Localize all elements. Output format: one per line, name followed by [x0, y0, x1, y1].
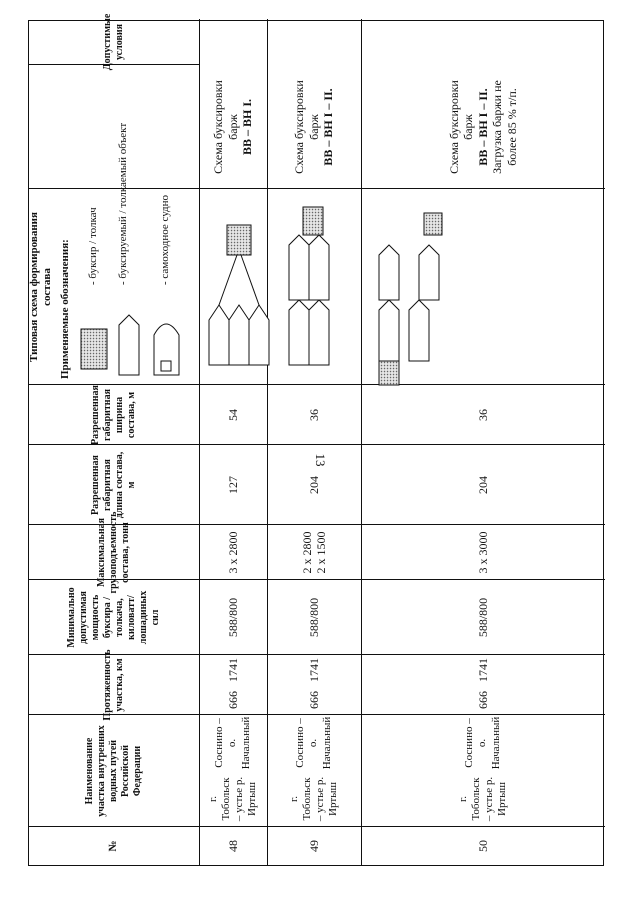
- row50-barge-group: [379, 213, 442, 385]
- row48-barge-group: [209, 225, 269, 365]
- row48-capacity: 3 x 2800: [225, 531, 240, 574]
- row50-allowed-width: 36: [475, 409, 490, 421]
- row49-conditions-bold: ВВ – ВН I – II.: [321, 88, 336, 166]
- row48-allowed-length: 127: [225, 476, 240, 494]
- row49-allowed-width: 36: [306, 409, 321, 421]
- row48-min-power: 588/800: [225, 597, 240, 638]
- legend-towed-icon: [119, 315, 139, 375]
- row48-tug: [227, 225, 251, 255]
- header-num: №: [107, 840, 120, 852]
- row50-conditions-extra: Загрузка баржи не более 85 % т/п.: [490, 80, 519, 174]
- header-scheme: Типовая схема формирования состава: [27, 212, 53, 362]
- row48-length-a: 666: [225, 691, 240, 709]
- row49-tug: [303, 207, 323, 235]
- row50-capacity: 3 x 3000: [475, 531, 490, 574]
- table-grid: [27, 13, 604, 866]
- header-max-capacity: Максимальная грузоподъемность состава, тонн: [96, 511, 131, 594]
- row49-capacity-1: 2 x 2800: [299, 531, 314, 574]
- row48-conditions-prefix: Схема буксировки барж: [211, 80, 240, 174]
- row50-num: 50: [475, 840, 490, 852]
- row50-length-b: 1741: [475, 658, 490, 682]
- header-allowed-width: Разрешенная габаритная ширина состава, м: [90, 385, 137, 445]
- row48-section-b: Соснино – о. Начальный: [213, 716, 252, 770]
- legend-tug-icon: [81, 329, 107, 369]
- row49-conditions-prefix: Схема буксировки барж: [292, 80, 321, 174]
- row49-allowed-length: 204: [306, 476, 321, 494]
- row49-length-a: 666: [306, 691, 321, 709]
- row48-conditions-bold: ВВ – ВН I.: [240, 99, 255, 156]
- legend-title: Применяемые обозначения:: [59, 239, 71, 379]
- row50-length-a: 666: [475, 691, 490, 709]
- row50-tug: [379, 361, 399, 385]
- header-length: Протяженность участка, км: [102, 649, 125, 721]
- legend-self-propelled-icon: [154, 324, 179, 375]
- row49-section-b: Соснино – о. Начальный: [294, 716, 333, 770]
- row49-barge-group: [289, 207, 329, 365]
- legend-towed-label: - буксируемый / толкаемый объект: [117, 122, 129, 285]
- row49-capacity-2: 2 x 1500: [314, 531, 328, 574]
- row49-min-power: 588/800: [306, 597, 321, 638]
- row50-conditions-prefix: Схема буксировки барж: [447, 80, 476, 174]
- table-rotated-frame: [27, 13, 604, 866]
- row50-section-b: Соснино – о. Начальный: [463, 716, 502, 770]
- page-number: 13: [313, 453, 328, 467]
- header-allowed-length: Разрешенная габаритная длина состава, м: [90, 451, 137, 519]
- scheme-drawings: [29, 13, 605, 865]
- row49-length-b: 1741: [306, 658, 321, 682]
- row49-section-a: г. Тобольск – устье р. Иртыш: [287, 776, 340, 822]
- row48-section-a: г. Тобольск – устье р. Иртыш: [206, 776, 259, 822]
- row48-allowed-width: 54: [225, 409, 240, 421]
- row48-num: 48: [225, 840, 240, 852]
- row50-min-power: 588/800: [475, 597, 490, 638]
- row50-allowed-length: 204: [475, 476, 490, 494]
- row50-section-a: г. Тобольск – устье р. Иртыш: [456, 776, 509, 822]
- header-conditions: Допустимые условия: [102, 13, 125, 71]
- header-section: Наименование участка внутренних водных путей Российской Федерации: [84, 725, 143, 817]
- header-min-power: Минимально допустимая мощность буксира / толкача, киловатт/лошадиных сил: [66, 587, 161, 648]
- legend-tug-label: - буксир / толкач: [87, 207, 99, 285]
- regulation-table: [27, 13, 604, 866]
- row50-conditions-bold: ВВ – ВН I – II.: [475, 88, 490, 166]
- legend-self-propelled-label: - самоходное судно: [159, 194, 171, 285]
- row49-num: 49: [306, 840, 321, 852]
- row48-length-b: 1741: [225, 658, 240, 682]
